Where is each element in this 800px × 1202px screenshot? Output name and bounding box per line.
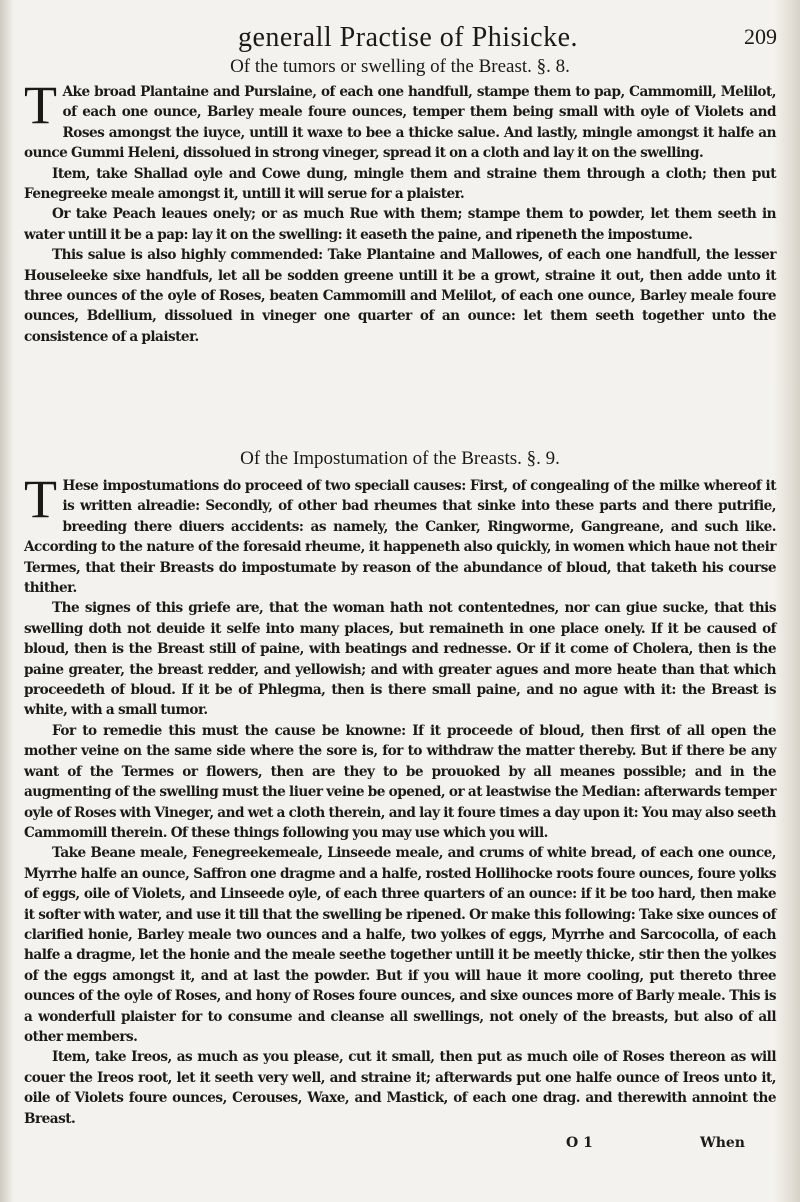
section-heading-tumors: Of the tumors or swelling of the Breast. §. 8.	[230, 56, 570, 77]
running-head: generall Practise of Phisicke.	[238, 22, 579, 53]
section-body-impostumation	[24, 469, 776, 1129]
paragraph: T Ake broad Plantaine and Purslaine, of each one handfull, stampe them to pap, Cammomill, Melilot, of each one ounce, Barley meale foure ounces, temper them being small with oyle of Violets and Roses amongst the iuyce, untill it waxe to bee a thicke salue. And lastly, mingle amongst it halfe an ounce Gummi Heleni, dissolued in strong vineger, spread it on a cloth and lay it on the swelling.	[24, 75, 776, 162]
paragraph: The signes of this griefe are, that the woman hath not contentednes, nor can giue sucke, that this swelling doth not deuide it selfe into many places, but remaineth in one place onely. If it be caused of bloud, then is the Breast still of paine, with beatings and rednesse. Or if it come of Cholera, then is the paine greater, the breast redder, and yellowish; and with greater agues and more heate than that which proceedeth of bloud. If it be of Phlegma, then is there small paine, and no ague with it: the Breast is white, with a small tumor.	[24, 600, 776, 719]
page-edge-right	[774, 0, 800, 1202]
drop-cap: T	[24, 469, 57, 529]
paragraph: This salue is also highly commended: Take Plantaine and Mallowes, of each one handfull, the lesser Houseleeke sixe handfuls, let all be sodden greene untill it be a growt, straine it out, then adde unto it three ounces of the oyle of Roses, beaten Cammomill and Melilot, of each one ounce, Barley meale foure ounces, Bdellium, dissolued in vineger one quarter of an ounce: let them seeth together unto the consistence of a plaister.	[24, 247, 776, 345]
drop-cap: T	[24, 75, 57, 135]
paragraph: Take Beane meale, Fenegreekemeale, Linseede meale, and crums of white bread, of each one ounce, Myrrhe halfe an ounce, Saffron one dragme and a halfe, rosted Hollihocke roots foure ounces, foure yolks of eggs, oile of Violets, and Linseede oyle, of each three quarters of an ounce: if it be too hard, then make it softer with water, and use it till that the swelling be ripened. Or make this following: Take sixe ounces of clarified honie, Barley meale two ounces and a halfe, two yolkes of eggs, Myrrhe and Sarcocolla, of each halfe a dragme, let the honie and the meale seethe together untill it be meetly thicke, stir then the yolkes of the eggs amongst it, and at last the powder. But if you will haue it more cooling, put thereto three ounces of the oyle of Roses, and hony of Roses foure ounces, and sixe ounces more of Barly meale. This is a wonderfull plaister for to consume and cleanse all swellings, not onely of the breasts, but also of all other members.	[24, 845, 776, 1045]
paragraph: T Hese impostumations do proceed of two speciall causes: First, of congealing of the milke whereof it is written alreadie: Secondly, of other bad rheumes that sinke into these parts and there putrifie, breeding there diuers accidents: as namely, the Canker, Ringworme, Gangreane, and such like. According to the nature of the foresaid rheume, it happeneth also quickly, in women which haue not their Termes, that their Breasts do impostumate by reason of the abundance of bloud, that taketh his course thither.	[24, 469, 776, 597]
paragraph: For to remedie this must the cause be knowne: If it proceede of bloud, then first of all open the mother veine on the same side where the sore is, for to withdraw the matter thereby. But if there be any want of the Termes or flowers, then are they to be prouoked by all meanes possible; and in the augmenting of the swelling must the liuer veine be opened, or at leastwise the Median: afterwards temper oyle of Roses with Vineger, and wet a cloth therein, and lay it foure times a day upon it: You may also seeth Cammomill therein. Of these things following you may use which you will.	[24, 722, 776, 841]
catchword: When	[700, 1135, 745, 1151]
page-number: 209	[744, 24, 777, 49]
page-edge-left	[0, 0, 14, 1202]
paragraph: Or take Peach leaues onely; or as much Rue with them; stampe them to powder, let them seeth in water untill it be a pap: lay it on the swelling: it easeth the paine, and ripeneth the impostume.	[24, 206, 776, 243]
section-body-tumors	[24, 75, 776, 347]
paragraph: Item, take Ireos, as much as you please, cut it small, then put as much oile of Roses thereon as will couer the Ireos root, let it seeth very well, and straine it; afterwards put one halfe ounce of Ireos unto it, oile of Violets foure ounces, Cerouses, Waxe, and Mastick, of each one drag. and therewith annoint the Breast.	[24, 1049, 776, 1127]
signature-mark: O 1	[566, 1135, 593, 1151]
paragraph: Item, take Shallad oyle and Cowe dung, mingle them and straine them through a cloth; then put Fenegreeke meale amongst it, untill it will serue for a plaister.	[24, 165, 776, 203]
section-heading-impostumation: Of the Impostumation of the Breasts. §. 9.	[240, 448, 560, 469]
